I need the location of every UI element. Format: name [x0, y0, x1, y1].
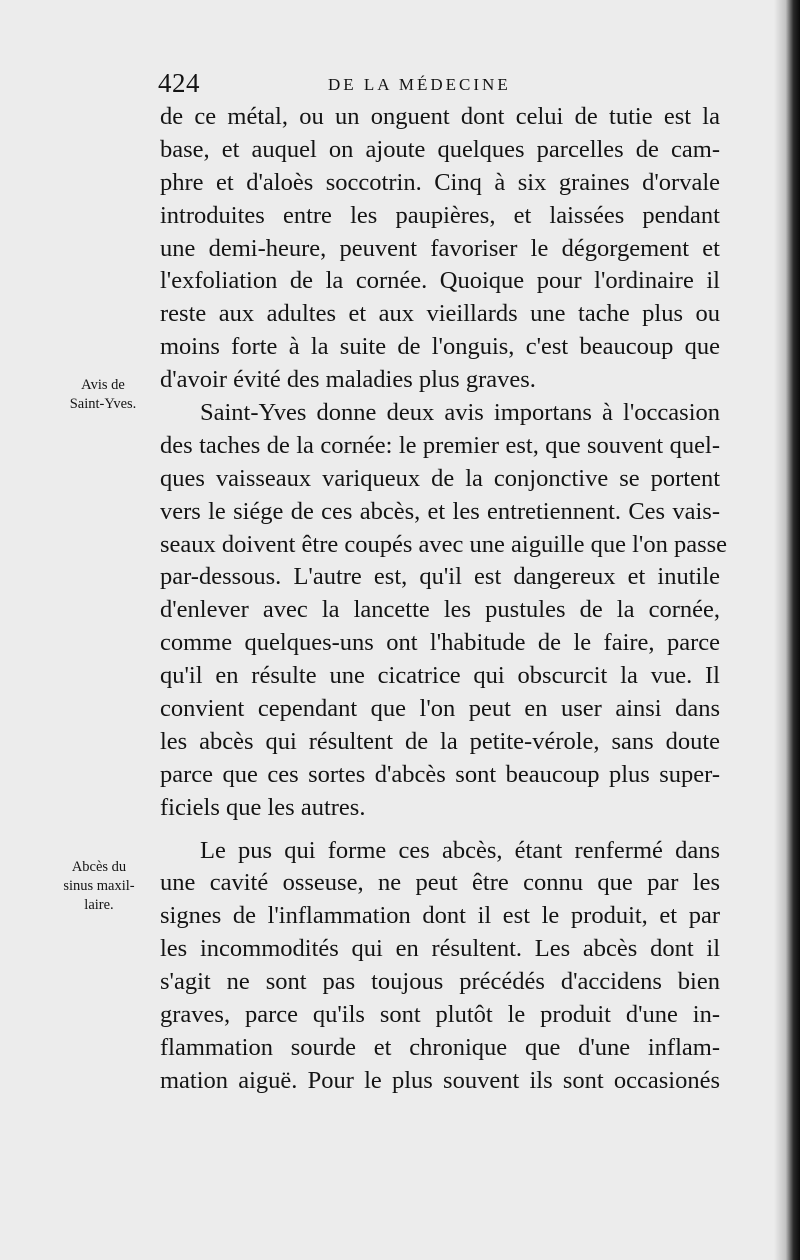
- text-line: ficiels que les autres.: [160, 793, 366, 821]
- page-number: 424: [158, 68, 200, 98]
- text-line: seaux doivent être coupés avec une aiguille que l'on passe: [160, 530, 728, 558]
- margin-note-avis-saint-yves: [48, 376, 158, 414]
- text-line: s'agit ne sont pas toujous précédés d'accidens bien: [160, 968, 720, 996]
- paragraph-first-line: Saint-Yves donne deux avis importans à l'occasion: [200, 399, 720, 427]
- text-line: ques vaisseaux variqueux de la conjonctive se portent: [160, 464, 720, 492]
- text-line: qu'il en résulte une cicatrice qui obscurcit la vue. Il: [160, 662, 720, 690]
- paragraph-first-line: Le pus qui forme ces abcès, étant renfermé dans: [200, 836, 720, 864]
- running-head: DE LA MÉDECINE: [328, 75, 511, 94]
- margin-note-line: Avis de: [81, 377, 125, 393]
- body-text: [160, 101, 728, 1098]
- margin-note-abces-sinus: [44, 858, 154, 915]
- text-line: mation aiguë. Pour le plus souvent ils sont occasionés: [160, 1066, 720, 1094]
- text-line: une demi-heure, peuvent favoriser le dégorgement et: [160, 234, 720, 262]
- text-line: une cavité osseuse, ne peut être connu que par les: [160, 869, 720, 897]
- text-line: moins forte à la suite de l'onguis, c'est beaucoup que: [160, 333, 720, 361]
- margin-note-line: sinus maxil-: [63, 878, 135, 894]
- text-line: les abcès qui résultent de la petite-vérole, sans doute: [160, 727, 720, 755]
- text-line: par-dessous. L'autre est, qu'il est dangereux et inutile: [160, 563, 720, 591]
- text-line: d'enlever avec la lancette les pustules de la cornée,: [160, 596, 720, 624]
- text-line: flammation sourde et chronique que d'une inflam-: [160, 1033, 720, 1061]
- page-gutter-shadow: [774, 0, 800, 1260]
- margin-note-line: Abcès du: [71, 859, 127, 875]
- margin-note-line: Saint-Yves.: [69, 396, 137, 412]
- text-line: convient cependant que l'on peut en user ainsi dans: [160, 695, 720, 723]
- text-line: l'exfoliation de la cornée. Quoique pour l'ordinaire il: [160, 267, 720, 295]
- text-line: vers le siége de ces abcès, et les entretiennent. Ces vais-: [160, 497, 720, 525]
- text-line: graves, parce qu'ils sont plutôt le produit d'une in-: [160, 1001, 720, 1029]
- text-line: d'avoir évité des maladies plus graves.: [160, 366, 536, 394]
- text-line: introduites entre les paupières, et laissées pendant: [160, 201, 720, 229]
- text-line: parce que ces sortes d'abcès sont beaucoup plus super-: [160, 760, 720, 788]
- text-line: comme quelques-uns ont l'habitude de le faire, parce: [160, 629, 720, 657]
- text-line: les incommodités qui en résultent. Les abcès dont il: [160, 935, 720, 963]
- text-line: phre et d'aloès soccotrin. Cinq à six graines d'orvale: [160, 168, 720, 196]
- text-line: base, et auquel on ajoute quelques parcelles de cam-: [160, 135, 720, 163]
- text-line: de ce métal, ou un onguent dont celui de tutie est la: [160, 103, 720, 130]
- margin-note-line: laire.: [84, 897, 114, 913]
- text-line: des taches de la cornée: le premier est, que souvent quel-: [160, 431, 720, 459]
- text-line: reste aux adultes et aux vieillards une tache plus ou: [160, 300, 720, 328]
- text-line: signes de l'inflammation dont il est le produit, et par: [160, 902, 720, 930]
